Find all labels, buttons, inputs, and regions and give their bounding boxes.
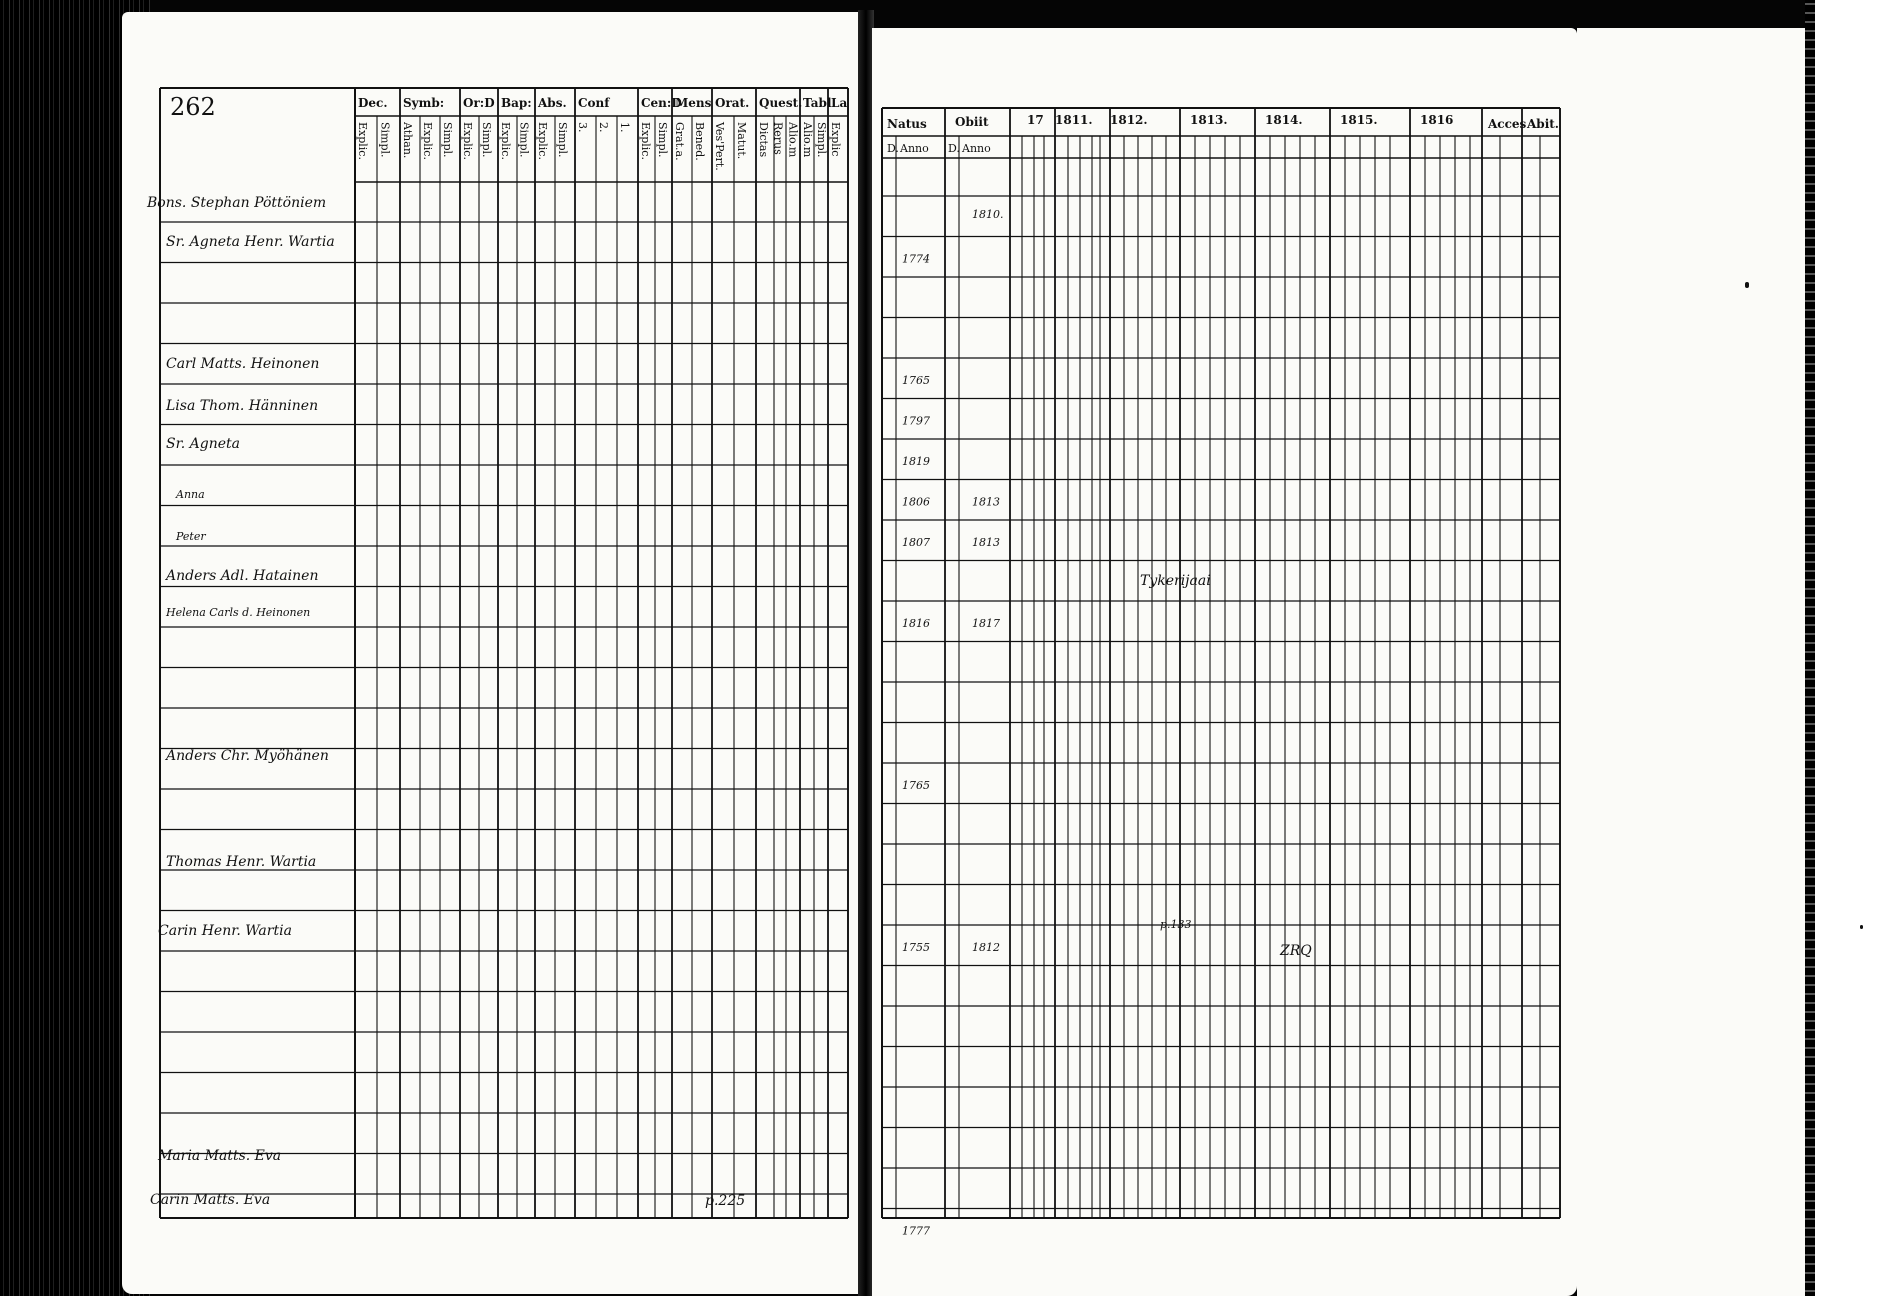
column-sub-header: Alio.m [801,122,814,158]
column-sub-header: Athan. [401,122,414,159]
birth-year-entry: 1765 [902,779,930,792]
column-sub-header: Explic. [421,122,434,160]
register-name: Carin Matts. Eva [150,1192,271,1208]
column-sub-header: Explic. [536,122,549,160]
birth-year-entry: 1765 [902,374,930,387]
column-sub-header: Simpl. [441,122,454,158]
register-name: Bons. Stephan Pöttöniem [147,195,327,211]
right-ledger-grid [882,108,1560,1218]
register-name: Sr. Agneta Henr. Wartia [166,234,335,250]
column-sub-header: Explic. [461,122,474,160]
page-number: 262 [170,93,216,121]
birth-year-entry: 1774 [902,252,930,266]
column-sub-header: Simpl. [378,122,392,158]
column-sub-header: Bened. [693,122,706,161]
register-name: Lisa Thom. Hänninen [166,398,319,414]
column-sub-header: Simpl. [556,122,569,158]
column-group-header: Abs. [538,96,567,110]
birth-year-entry: 1807 [902,536,930,549]
column-sub-header: Simpl. [517,122,531,158]
abiit-header: Abit. [1527,117,1559,131]
margin-note: p.133 [1160,918,1192,931]
natus-header: Natus [887,117,927,131]
year-header: 1814. [1265,113,1303,127]
column-group-header: La [831,96,848,110]
register-name: Carl Matts. Heinonen [166,356,320,372]
column-sub-header: Explic. [639,122,652,160]
obiit-year-header: Anno [962,142,991,155]
column-sub-header: Simpl. [656,122,669,158]
year-header: 1813. [1190,113,1228,127]
obiit-day-header: D. [948,142,960,155]
column-sub-header: Dictas [757,122,770,158]
column-sub-header: Simpl. [815,122,828,158]
obiit-header: Obiit [955,115,989,129]
column-sub-header: Alio.m [786,122,800,158]
natus-year-header: Anno [900,142,929,155]
death-year-entry: 1813 [972,495,1000,509]
column-sub-header: Grat.a. [673,122,686,161]
year-header: 1811. [1055,113,1093,127]
register-name: Carin Henr. Wartia [158,923,292,939]
left-ledger-grid [160,88,848,1218]
column-group-header: Bap: [501,96,532,110]
column-group-header: Mens [675,96,712,110]
margin-note: Tykerijaai [1140,573,1211,589]
birth-year-entry: 1816 [902,617,930,630]
column-sub-header: Rerus [771,122,785,155]
birth-year-entry: 1797 [902,414,930,428]
birth-year-entry: 1819 [902,455,930,468]
register-name: Thomas Henr. Wartia [166,854,317,870]
column-group-header: Dec. [358,96,388,110]
column-sub-header: Matut. [735,122,748,160]
column-group-header: Orat. [715,96,750,110]
birth-year-entry: 1755 [902,941,930,954]
death-year-entry: 1812 [972,941,1000,954]
register-name: Helena Carls d. Heinonen [166,606,311,619]
column-group-header: Cen:D [641,96,682,110]
register-name: Maria Matts. Eva [158,1148,282,1164]
birth-year-entry: 1806 [902,495,930,509]
margin-note: ZRQ [1280,943,1312,959]
column-group-header: Symb: [403,96,445,110]
death-year-entry: 1810. [972,208,1004,221]
column-sub-header: 1. [618,122,631,133]
column-sub-header: Simpl. [480,122,493,158]
column-sub-header: Explic. [356,122,369,160]
register-name: Sr. Agneta [166,436,240,452]
register-name: Anders Adl. Hatainen [166,568,319,584]
death-year-entry: 1813 [972,536,1000,549]
column-sub-header: Explic [829,122,842,157]
column-sub-header: Ves'Pert. [713,122,726,171]
register-name: Anders Chr. Myöhänen [166,748,329,764]
page-reference-note: p.225 [705,1193,746,1209]
column-group-header: Or:D [463,96,495,110]
column-sub-header: Explic. [499,122,512,160]
death-year-entry: 1817 [972,617,1000,630]
year-header: 17 [1027,113,1044,127]
natus-day-header: D. [887,142,899,155]
column-group-header: Conf [578,96,610,110]
year-header: 1812. [1110,113,1148,127]
column-sub-header: 3. [576,122,589,133]
register-name: Peter [176,530,206,543]
year-header: 1816 [1420,113,1454,127]
register-name: Anna [176,488,205,501]
column-sub-header: 2. [597,122,610,133]
accessit-header: Acces [1488,117,1527,131]
column-group-header: Tabl [803,96,832,110]
year-header: 1815. [1340,113,1378,127]
birth-year-entry: 1777 [902,1224,930,1238]
column-group-header: Quest. [759,96,803,110]
